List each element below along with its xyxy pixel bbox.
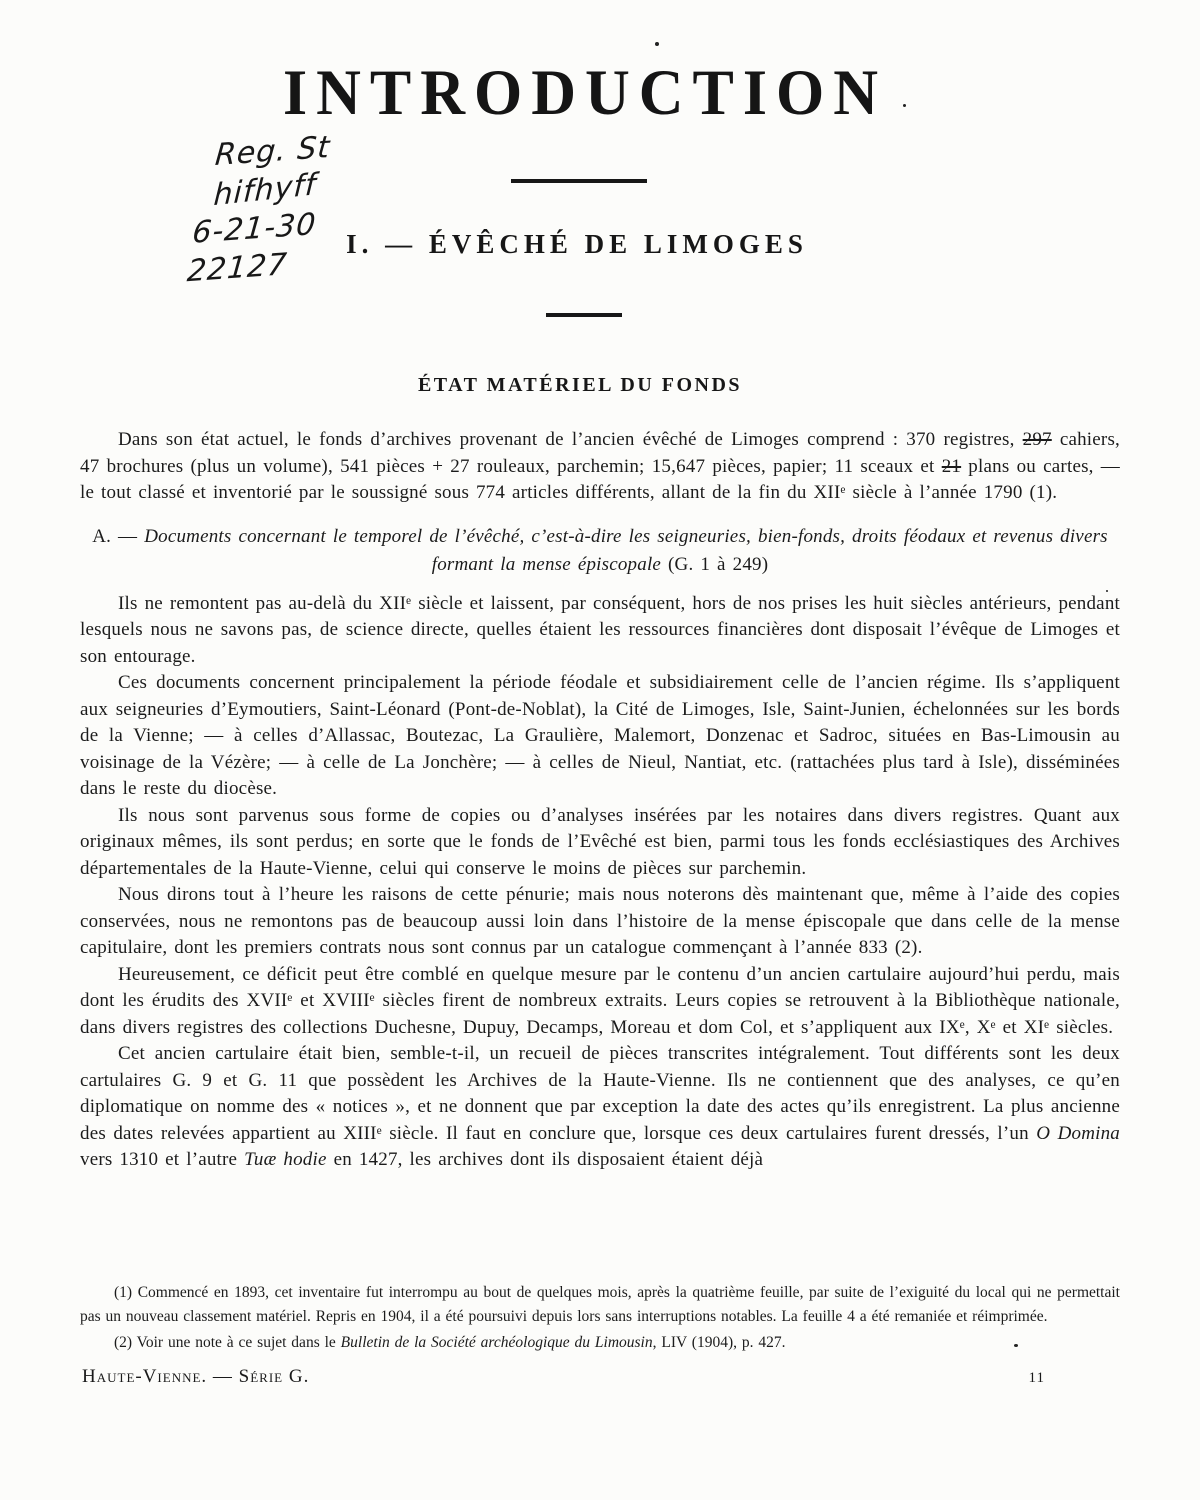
page-number: 11 [1028, 1370, 1045, 1386]
paragraph-deux-cartulaires [80, 1041, 1120, 1174]
text-segment: 21 [941, 455, 962, 477]
paragraph-seigneuries [80, 670, 1120, 803]
text-segment: (1) Commencé en 1893, cet inventaire fut interrompu au bout de quelques mois, après la quatrième feuille, par suite de l’exiguité du local qui ne permettait pas un nouveau classement matériel. Repris en 1904, il a été poursuivi depuis lors sans interruptions notables. La feuille 4 a été remaniée et réimprimée. [80, 1284, 1120, 1325]
text-segment: Ils ne remontent pas au-delà du XIIᵉ siècle et laissent, par conséquent, hors de nos prises les huit siècles antérieurs, pendant lesquels nous ne savons pas, de science directe, quelles étaient les ressources financières dont disposait l’évêque de Limoges et son entourage. [80, 592, 1120, 667]
text-segment: O Domina [1036, 1122, 1121, 1144]
section-a-heading [80, 523, 1120, 579]
footnotes [80, 1281, 1120, 1358]
section-heading: I. — ÉVÊCHÉ DE LIMOGES [346, 229, 808, 259]
text-segment: Bulletin de la Société archéologique du Limousin [340, 1334, 653, 1351]
text-segment: (G. 1 à 249) [668, 553, 769, 575]
text-segment: (2) Voir une note à ce sujet dans le [114, 1334, 341, 1351]
text-segment: vers 1310 et l’autre [80, 1149, 245, 1170]
text-segment: A. — [92, 525, 145, 547]
handwritten-line: 6-21-30 [190, 206, 318, 251]
text-segment: Ces documents concernent principalement la période féodale et subsidiairement celle de l’ancien régime. Ils s’appliquent aux seigneuries d’Eymoutiers, Saint-Léonard (Pont-de-Noblat), la Cité de Limoges, Isle, Saint-Junien, échelonnées sur les bords de la Vienne; — à celles d’Allassac, Boutezac, La Graulière, Malemort, Donzenac et Sadroc, situées en Bas-Limousin au voisinage de la Vézère; — à celle de La Jonchère; — à celles de Nieul, Nantiat, etc. (rattachées plus tard à Isle), disséminées dans le reste du diocèse. [80, 672, 1120, 799]
text-segment: en 1427, les archives dont ils disposaient étaient déjà [326, 1149, 764, 1170]
footnote-1 [80, 1281, 1120, 1328]
text-segment: Tuæ hodie [244, 1149, 327, 1170]
paragraph-cartulaire-perdu [80, 962, 1120, 1042]
scan-speck [1106, 590, 1108, 592]
text-segment: Dans son état actuel, le fonds d’archives provenant de l’ancien évêché de Limoges comprend : 370 registres, [118, 429, 1023, 450]
paragraph-penurie [80, 882, 1120, 962]
handwritten-line: 22127 [185, 246, 289, 290]
divider-rule-section [546, 313, 622, 317]
series-label: Haute-Vienne. — Série G. [82, 1366, 310, 1387]
text-segment: plans ou cartes, — le tout classé et inventorié par le soussigné sous 774 articles différents, allant de la fin du XIIᵉ siècle à l’année 1790 (1). [80, 455, 1120, 503]
subsection-heading: ÉTAT MATÉRIEL DU FONDS [417, 374, 743, 396]
text-segment: , LIV (1904), p. 427. [652, 1334, 786, 1351]
text-segment: Ils nous sont parvenus sous forme de copies ou d’analyses insérées par les notaires dans divers registres. Quant aux originaux mêmes, ils sont perdus; en sorte que le fonds de l’Evêché est bien, parmi tous les fonds ecclésiastiques des Archives départementales de la Haute-Vienne, celui qui conserve le moins de pièces sur parchemin. [80, 804, 1120, 879]
handwritten-line: hifhyff [212, 167, 318, 214]
paragraph-fonds-summary [80, 427, 1120, 507]
divider-rule-top [511, 179, 647, 183]
paragraph-copies [80, 803, 1120, 883]
page-footer [82, 1366, 1045, 1388]
handwritten-line: Reg. St [213, 129, 332, 174]
paragraph-chronology [80, 591, 1120, 671]
text-segment: Nous dirons tout à l’heure les raisons de cette pénurie; mais nous noterons dès maintenant que, même à l’aide des copies conservées, nous ne remontons pas de beaucoup aussi loin dans l’histoire de la mense épiscopale que dans celle de la mense capitulaire, dont les premiers contrats nous sont connus par un catalogue commençant à l’année 833 (2). [80, 884, 1120, 958]
scan-speck [903, 104, 906, 107]
text-segment: Heureusement, ce déficit peut être comblé en quelque mesure par le contenu d’un ancien cartulaire aujourd’hui perdu, mais dont les érudits des XVIIᵉ et XVIIIᵉ siècles firent de nombreux extraits. Leurs copies se retrouvent à la Bibliothèque nationale, dans divers registres des collections Duchesne, Dupuy, Decamps, Moreau et dom Col, et s’appliquent aux IXᵉ, Xᵉ et XIᵉ siècles. [80, 963, 1120, 1038]
text-segment: Documents concernant le temporel de l’évêché, c’est-à-dire les seigneuries, bien-fonds, droits féodaux et revenus divers formant la mense épiscopale [144, 525, 1108, 575]
text-segment: Cet ancien cartulaire était bien, semble-t-il, un recueil de pièces transcrites intégralement. Tout différents sont les deux cartulaires G. 9 et G. 11 que possèdent les Archives de la Haute-Vienne. Ils ne contiennent que des analyses, ce qu’en diplomatique on nomme des « notices », et ne donnent que par exception la date des actes qu’ils enregistrent. La plus ancienne des dates relevées appartient au XIIIᵉ siècle. Il faut en conclure que, lorsque ces deux cartulaires furent dressés, l’un [80, 1043, 1120, 1144]
body-paragraphs [80, 427, 1120, 1174]
scan-speck [655, 42, 659, 46]
footnote-2 [80, 1331, 1120, 1355]
text-segment: 297 [1022, 429, 1052, 450]
text-segment: cahiers, 47 brochures (plus un volume), 541 pièces + 27 rouleaux, parchemin; 15,647 pièces, papier; 11 sceaux et [80, 429, 1120, 477]
scan-speck [1014, 1344, 1018, 1347]
page-title: INTRODUCTION [282, 57, 888, 129]
main-text-column [80, 374, 1120, 1174]
handwritten-annotation [185, 129, 331, 292]
